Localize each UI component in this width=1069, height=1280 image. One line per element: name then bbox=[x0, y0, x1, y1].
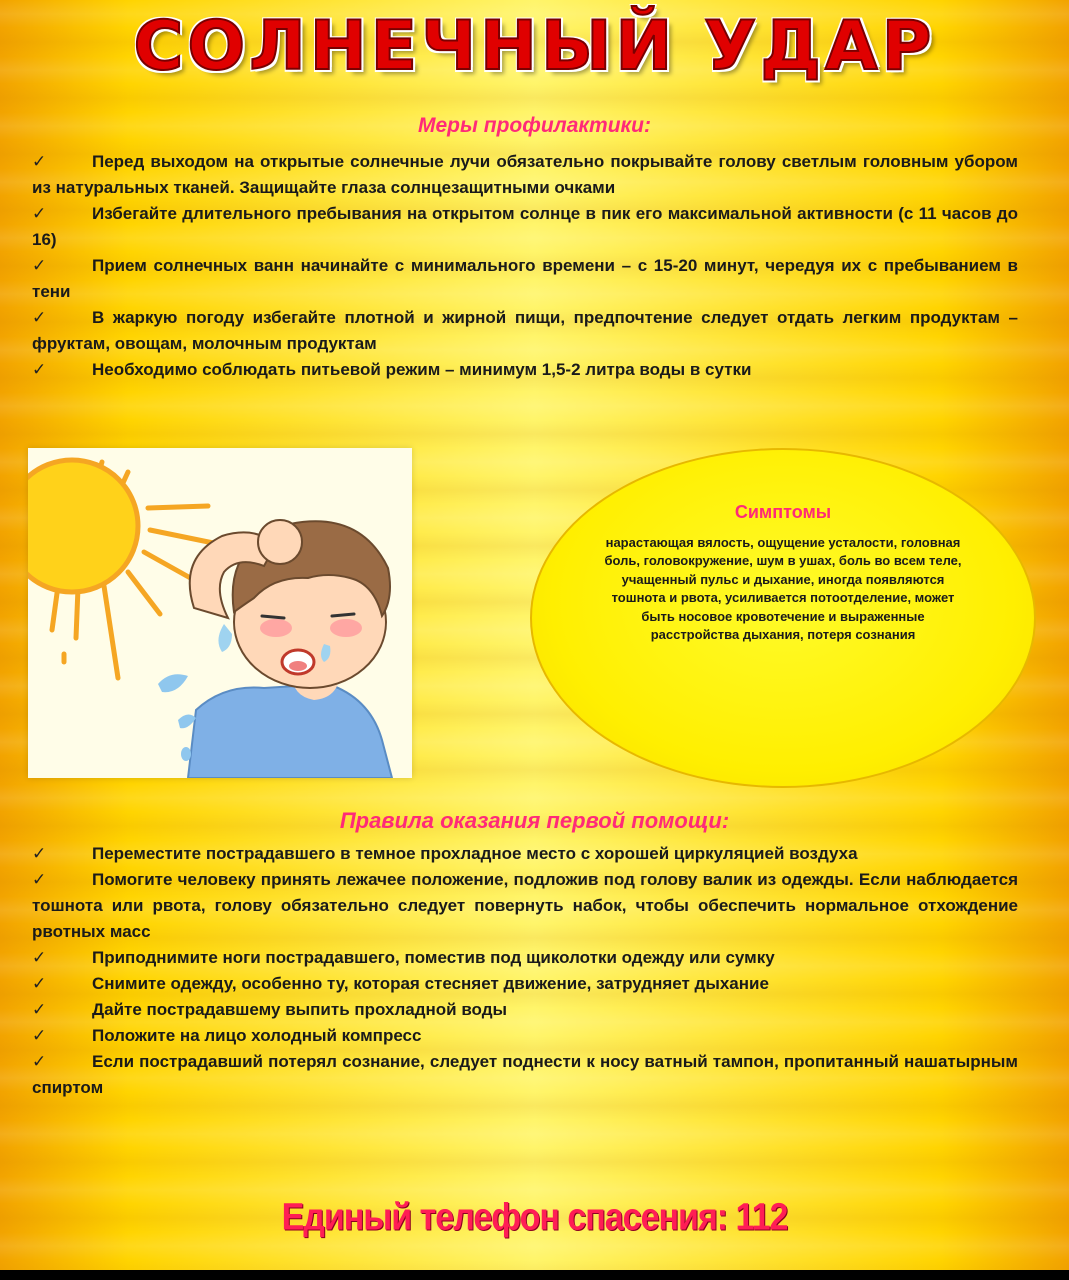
list-item-text: В жаркую погоду избегайте плотной и жирной пищи, предпочтение следует отдать легким продуктам – фруктам, овощам, молочным продуктам bbox=[32, 308, 1018, 353]
list-item bbox=[32, 867, 1018, 945]
symptoms-ellipse bbox=[530, 448, 1036, 788]
symptoms-heading: Симптомы bbox=[734, 502, 832, 522]
child-icon bbox=[188, 520, 392, 778]
prevention-list bbox=[32, 149, 1018, 383]
list-item-text: Прием солнечных ванн начинайте с минимального времени – с 15-20 минут, чередуя их с пребыванием в тени bbox=[32, 256, 1018, 301]
check-icon: ✓ bbox=[32, 870, 47, 889]
check-icon: ✓ bbox=[32, 308, 47, 327]
list-item bbox=[32, 841, 1018, 867]
check-icon: ✓ bbox=[32, 204, 47, 223]
list-item bbox=[32, 149, 1018, 201]
check-icon: ✓ bbox=[32, 1026, 47, 1045]
check-icon: ✓ bbox=[32, 256, 47, 275]
check-icon: ✓ bbox=[32, 1052, 47, 1071]
list-item bbox=[32, 971, 1018, 997]
emergency-phone: Единый телефон спасения: 112 bbox=[281, 1195, 788, 1239]
check-icon: ✓ bbox=[32, 948, 47, 967]
list-item-text: Избегайте длительного пребывания на открытом солнце в пик его максимальной активности (с 11 часов до 16) bbox=[32, 204, 1018, 249]
list-item-text: Положите на лицо холодный компресс bbox=[92, 1026, 422, 1045]
list-item-text: Переместите пострадавшего в темное прохладное место с хорошей циркуляцией воздуха bbox=[92, 844, 858, 863]
list-item-text: Если пострадавший потерял сознание, следует поднести к носу ватный тампон, пропитанный нашатырным спиртом bbox=[32, 1052, 1018, 1097]
list-item bbox=[32, 1049, 1018, 1101]
list-item-text: Приподнимите ноги пострадавшего, поместив под щиколотки одежду или сумку bbox=[92, 948, 775, 967]
list-item-text: Необходимо соблюдать питьевой режим – минимум 1,5-2 литра воды в сутки bbox=[92, 360, 752, 379]
page-title: СОЛНЕЧНЫЙ УДАР bbox=[133, 7, 936, 86]
first-aid-list bbox=[32, 841, 1018, 1101]
list-item bbox=[32, 305, 1018, 357]
check-icon: ✓ bbox=[32, 152, 47, 171]
first-aid-heading: Правила оказания первой помощи: bbox=[339, 808, 730, 833]
list-item bbox=[32, 997, 1018, 1023]
sunstroke-illustration bbox=[28, 448, 412, 778]
list-item-text: Перед выходом на открытые солнечные лучи обязательно покрывайте голову светлым головным убором из натуральных тканей. Защищайте глаза солнцезащитными очками bbox=[32, 152, 1018, 197]
check-icon: ✓ bbox=[32, 844, 47, 863]
list-item bbox=[32, 945, 1018, 971]
sweat-drops-icon bbox=[158, 674, 196, 761]
check-icon: ✓ bbox=[32, 974, 47, 993]
list-item-text: Дайте пострадавшему выпить прохладной воды bbox=[92, 1000, 508, 1019]
list-item bbox=[32, 1023, 1018, 1049]
illustration-canvas bbox=[28, 448, 412, 778]
check-icon: ✓ bbox=[32, 360, 47, 379]
list-item bbox=[32, 357, 1018, 383]
symptoms-text: нарастающая вялость, ощущение усталости, головная боль, головокружение, шум в ушах, боль во всем теле, учащенный пульс и дыхание, иногда появляются тошнота и рвота, усиливается потоотделение, может быть носовое кровотечение и выраженные расстройства дыхания, потеря сознания bbox=[604, 535, 962, 643]
check-icon: ✓ bbox=[32, 1000, 47, 1019]
list-item-text: Помогите человеку принять лежачее положение, подложив под голову валик из одежды. Если наблюдается тошнота или рвота, голову обязательно следует повернуть набок, чтобы обеспечить нормальное отхождение рвотных масс bbox=[32, 870, 1018, 941]
list-item-text: Снимите одежду, особенно ту, которая стесняет движение, затрудняет дыхание bbox=[92, 974, 769, 993]
prevention-heading: Меры профилактики: bbox=[417, 114, 651, 137]
list-item bbox=[32, 253, 1018, 305]
list-item bbox=[32, 201, 1018, 253]
